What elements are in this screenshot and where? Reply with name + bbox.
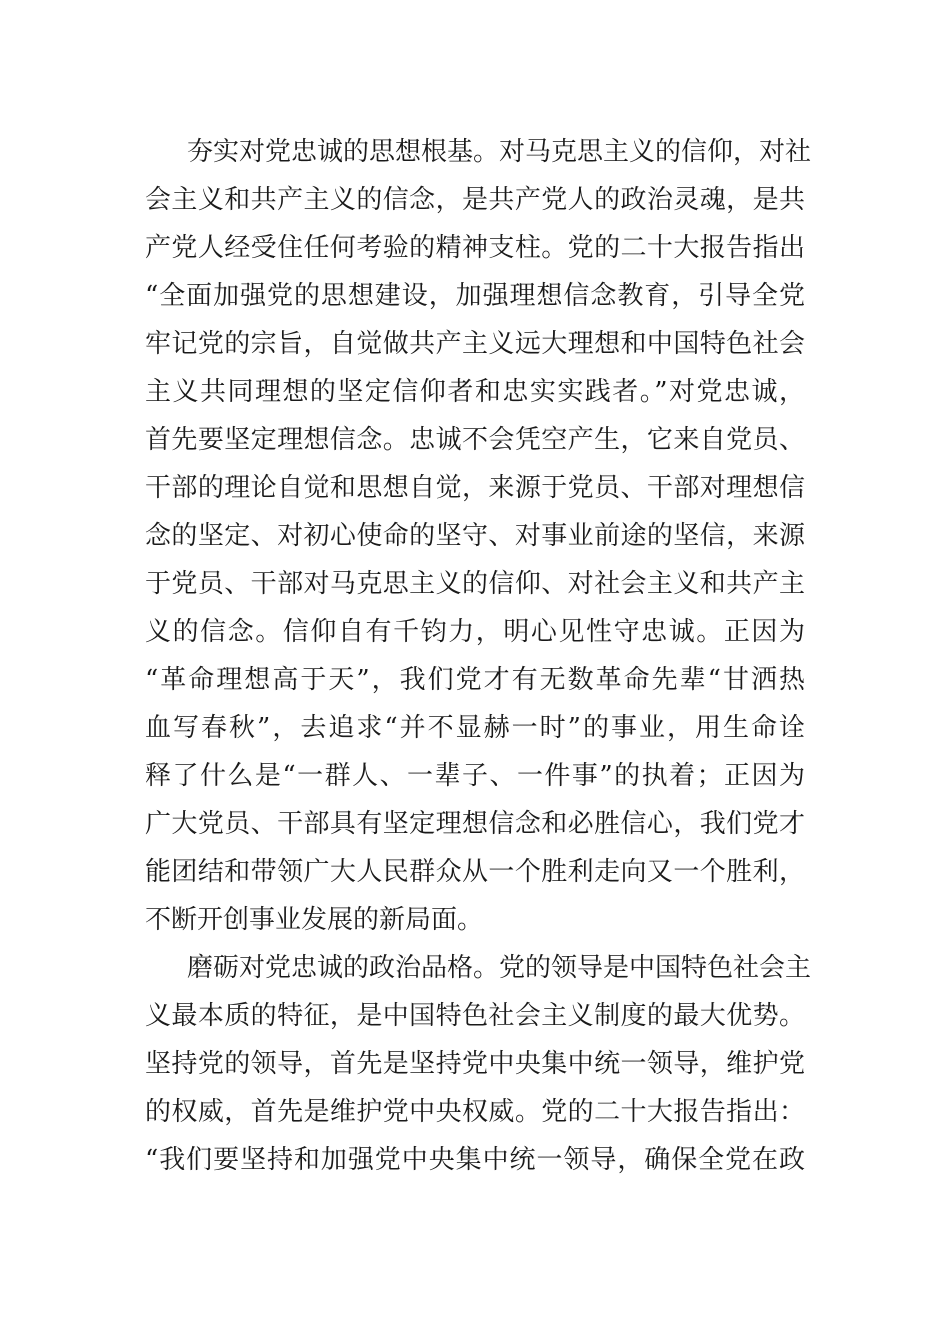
text-line: 磨砺对党忠诚的政治品格。党的领导是中国特色社会主 bbox=[187, 953, 812, 983]
text-line: 牢记党的宗旨，自觉做共产主义远大理想和中国特色社会 bbox=[145, 329, 805, 359]
text-line: 产党人经受住任何考验的精神支柱。党的二十大报告指出 bbox=[145, 233, 805, 263]
text-line: “全面加强党的思想建设，加强理想信念教育，引导全党 bbox=[145, 281, 805, 311]
text-line: 夯实对党忠诚的思想根基。对马克思主义的信仰，对社 bbox=[187, 137, 812, 167]
text-line: 主义共同理想的坚定信仰者和忠实实践者。”对党忠诚， bbox=[145, 377, 805, 407]
text-line: 干部的理论自觉和思想自觉，来源于党员、干部对理想信 bbox=[145, 473, 805, 503]
text-line: 首先要坚定理想信念。忠诚不会凭空产生，它来自党员、 bbox=[145, 425, 805, 455]
paragraph-2 bbox=[145, 944, 812, 1184]
text-line: 不断开创事业发展的新局面。 bbox=[145, 905, 484, 935]
paragraph-1 bbox=[145, 128, 812, 944]
text-line: 释了什么是“一群人、一辈子、一件事”的执着；正因为 bbox=[145, 761, 805, 791]
text-line: 坚持党的领导，首先是坚持党中央集中统一领导，维护党 bbox=[145, 1049, 805, 1079]
text-line: 的权威，首先是维护党中央权威。党的二十大报告指出： bbox=[145, 1097, 805, 1127]
text-line: 血写春秋”，去追求“并不显赫一时”的事业，用生命诠 bbox=[145, 713, 805, 743]
text-line: 义最本质的特征，是中国特色社会主义制度的最大优势。 bbox=[145, 1001, 805, 1031]
text-line: 念的坚定、对初心使命的坚守、对事业前途的坚信，来源 bbox=[145, 521, 805, 551]
text-line: 于党员、干部对马克思主义的信仰、对社会主义和共产主 bbox=[145, 569, 805, 599]
text-line: 广大党员、干部具有坚定理想信念和必胜信心，我们党才 bbox=[145, 809, 805, 839]
text-line: 义的信念。信仰自有千钧力，明心见性守忠诚。正因为 bbox=[145, 617, 805, 647]
text-line: 能团结和带领广大人民群众从一个胜利走向又一个胜利， bbox=[145, 857, 805, 887]
text-line: “我们要坚持和加强党中央集中统一领导，确保全党在政 bbox=[145, 1145, 805, 1175]
text-line: “革命理想高于天”，我们党才有无数革命先辈“甘洒热 bbox=[145, 665, 805, 695]
text-line: 会主义和共产主义的信念，是共产党人的政治灵魂，是共 bbox=[145, 185, 805, 215]
document-body bbox=[145, 128, 812, 1184]
